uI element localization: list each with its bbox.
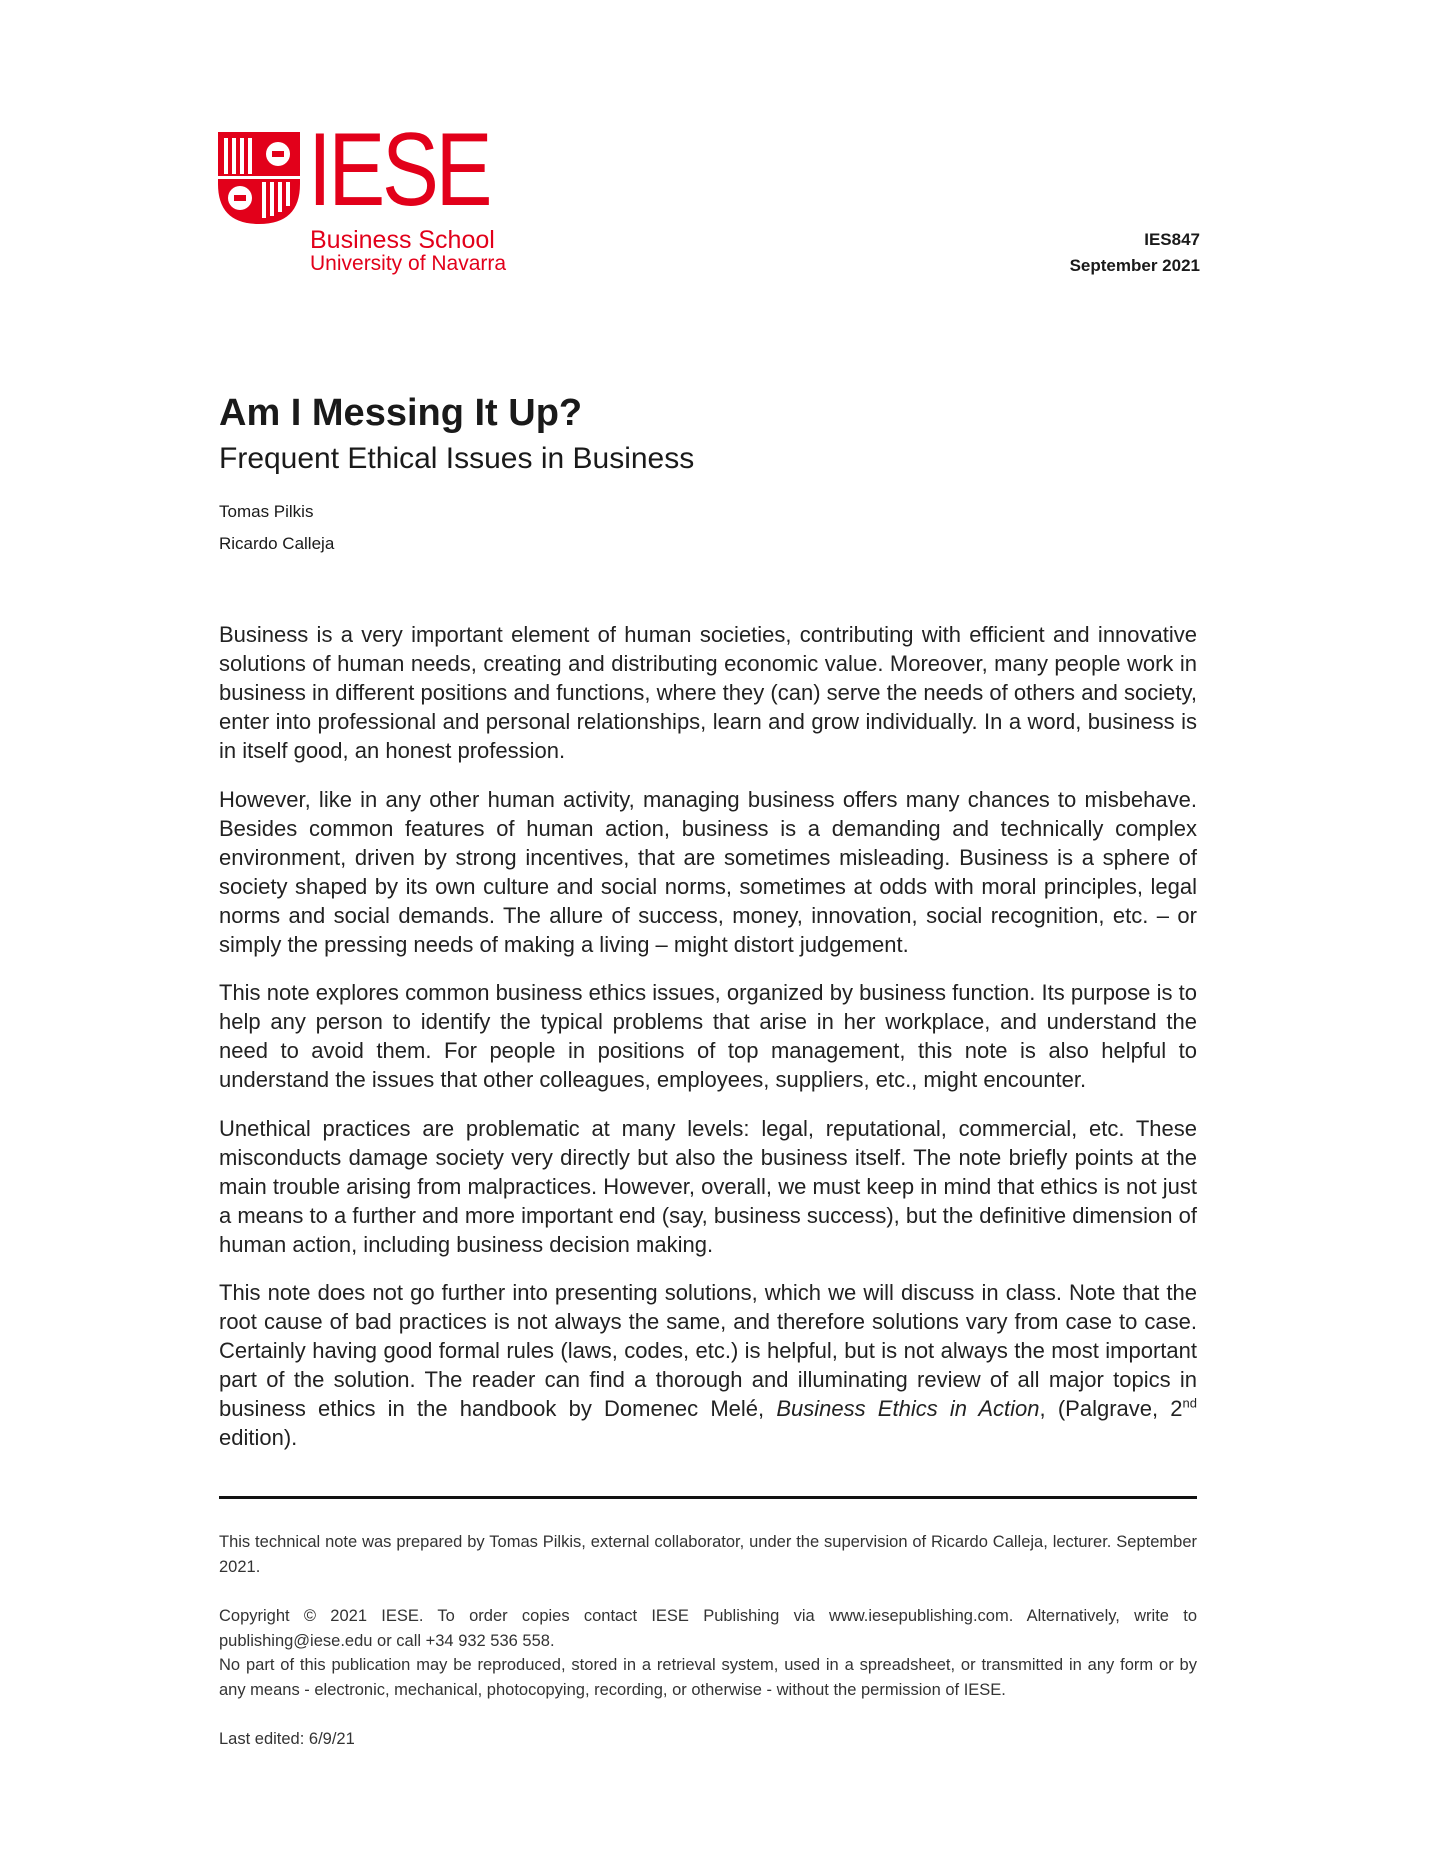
body-text bbox=[219, 620, 1197, 1472]
paragraph-5 bbox=[219, 1278, 1197, 1452]
footer-notes bbox=[219, 1530, 1197, 1752]
page-subtitle: Frequent Ethical Issues in Business bbox=[219, 442, 695, 475]
preparation-note: This technical note was prepared by Tomas Pilkis, external collaborator, under the supervision of Ricardo Calleja, lecturer. September 2021. bbox=[219, 1533, 1197, 1576]
iese-logo bbox=[218, 112, 507, 280]
paragraph-3: This note explores common business ethics issues, organized by business function. Its purpose is to help any person to identify the typical problems that arise in her workplace, and understand the need to avoid them. For people in positions of top management, this note is also helpful to understand the issues that other colleagues, employees, suppliers, etc., might encounter. bbox=[219, 980, 1197, 1092]
edition-superscript: nd bbox=[1182, 1395, 1198, 1411]
author-name: Ricardo Calleja bbox=[219, 534, 335, 553]
logo-wordmark: IESE bbox=[308, 112, 490, 228]
paragraph-4: Unethical practices are problematic at many levels: legal, reputational, commercial, etc. These misconducts damage society very directly but also the business itself. The note briefly points at the main trouble arising from malpractices. However, overall, we must keep in mind that ethics is not just a means to a further and more important end (say, business success), but the definitive dimension of human action, including business decision making. bbox=[219, 1115, 1197, 1257]
paragraph-5-publisher: , (Palgrave, 2 bbox=[1039, 1396, 1183, 1421]
page-title: Am I Messing It Up? bbox=[219, 392, 583, 434]
paragraph-2: However, like in any other human activity, managing business offers many chances to misbehave. Besides common features of human action, business is a demanding and technically complex environment, driven by strong incentives, that are sometimes misleading. Business is a sphere of society shaped by its own culture and social norms, sometimes at odds with moral principles, legal norms and social demands. The allure of success, money, innovation, social recognition, etc. – or simply the pressing needs of making a living – might distort judgement. bbox=[219, 786, 1197, 957]
paragraph-5-text: This note does not go further into presenting solutions, which we will discuss in class. Note that the root cause of bad practices is not always the same, and therefore solutions vary from case to case. Certainly having good formal rules (laws, codes, etc.) is helpful, but is not always the most important part of the solution. The reader can find a thorough and illuminating review of all major topics in business ethics in the handbook by Domenec Melé, bbox=[219, 1280, 1197, 1421]
rights-notice: No part of this publication may be reproduced, stored in a retrieval system, used in a spreadsheet, or transmitted in any form or by any means - electronic, mechanical, photocopying, recording, or otherwise - without the permission of IESE. bbox=[219, 1656, 1197, 1699]
author-name: Tomas Pilkis bbox=[219, 502, 314, 521]
last-edited: Last edited: 6/9/21 bbox=[219, 1730, 355, 1748]
logo-university: University of Navarra bbox=[310, 252, 507, 275]
paragraph-1: Business is a very important element of human societies, contributing with efficient and innovative solutions of human needs, creating and distributing economic value. Moreover, many people work in business in different positions and functions, where they (can) serve the needs of others and society, enter into professional and personal relationships, learn and grow individually. In a word, business is in itself good, an honest profession. bbox=[219, 622, 1197, 763]
book-title: Business Ethics in Action bbox=[776, 1396, 1040, 1421]
footer-divider bbox=[219, 1496, 1197, 1499]
logo-business-school: Business School bbox=[310, 226, 495, 254]
document-code: IES847 bbox=[1144, 230, 1200, 249]
author-list bbox=[219, 496, 334, 560]
copyright-notice: Copyright © 2021 IESE. To order copies contact IESE Publishing via www.iesepublishing.com. Alternatively, write to publishing@iese.edu or call +34 932 536 558. bbox=[219, 1607, 1197, 1650]
paragraph-5-end: edition). bbox=[219, 1425, 298, 1450]
iese-shield-icon bbox=[218, 132, 300, 224]
document-meta bbox=[1070, 227, 1200, 279]
document-date: September 2021 bbox=[1069, 256, 1200, 275]
